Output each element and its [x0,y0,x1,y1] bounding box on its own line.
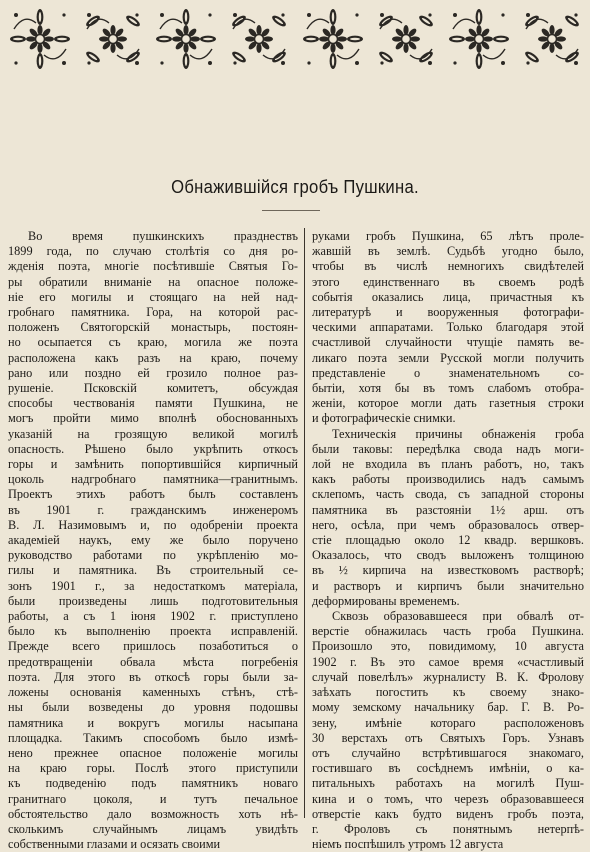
text-line: Сквозь образовавшееся при обвалѣ от- [332,609,584,624]
floral-ornament-icon [83,9,143,69]
floral-ornament-icon [376,9,436,69]
text-line: него, осѣла, при чемъ образовалось отвер- [312,517,584,532]
text-line: могъ пройти мимо вполнѣ обоснованныхъ [8,411,298,426]
text-line: и растворъ и кирпичъ были значительно [312,578,584,593]
text-line: способы чествованія памяти Пушкина, не [8,396,298,411]
text-line: гилы и памятника. Въ строительный се- [8,563,298,578]
text-line: въ ½ кирпича на известковомъ растворѣ; [312,563,584,578]
text-line: были таковы: передѣлка свода надъ моги- [312,441,584,456]
text-line: Техническія причины обнаженія гроба [332,426,584,441]
text-line: нено прежнее опасное положеніе могилы [8,745,298,760]
text-line: въ 1901 г. гражданскимъ инженеромъ [8,502,298,517]
text-line: 1902 г. Въ это самое время «счастливый [312,654,584,669]
text-line: памятника и вокругъ могилы насыпана [8,715,298,730]
floral-ornament-icon [522,9,582,69]
text-line: собственными глазами и осязать своими [8,837,221,852]
text-line: кина и о томъ, что черезъ образовавшееся [312,791,584,806]
text-line: стіе площадью около 12 квадр. вершковъ. [312,533,584,548]
text-line: отверстіе какъ будто виденъ гробъ поэта, [312,806,584,821]
text-line: гранитнаго цоколя, и тутъ печальное [8,791,298,806]
text-line: расположена какъ разъ на краю, почему [8,350,298,365]
text-line: зонъ 1901 г., за недостаткомъ матеріала, [8,578,298,593]
text-line: этого единственнаго въ своемъ родѣ [312,274,584,289]
text-line: академіей наукъ, ему же было поручено [8,533,298,548]
text-line: бытіи, хотя бы въ томъ слабомъ отобра- [312,381,584,396]
text-line: ры обратили вниманіе на опасное положе- [8,274,298,289]
text-line: питальныхъ работахъ на могилѣ Пуш- [312,776,584,791]
text-line: руками гробъ Пушкина, 65 лѣтъ проле- [312,229,584,243]
text-line: случай повелѣлъ» журналисту В. К. Фролову [312,669,584,684]
text-line: горы и замѣнить попортившійся кирпичный [8,457,298,472]
text-line: ніемъ поспѣшилъ утромъ 12 августа [312,837,504,852]
text-line: ны были возведены до уровня подошвы [8,700,298,715]
left-text-column [8,229,298,852]
text-line: ложены основанія каменныхъ стѣнъ, стѣ- [8,685,298,700]
floral-ornament-icon [449,9,509,69]
text-line: гостившаго въ сосѣднемъ имѣніи, о ка- [312,761,584,776]
text-line: литературѣ и вооруженныя фотографи- [312,305,584,320]
text-line: цоколь надгробнаго памятника—гранитнымъ. [8,472,298,487]
text-line: руководство работами по укрѣпленію мо- [8,548,298,563]
text-line: верстіе обнажилась часть гроба Пушкина. [312,624,584,639]
text-line: 1899 года, по случаю столѣтія со дня ро- [8,244,298,259]
text-line: но осыпается съ краю, могила же поэта [8,335,298,350]
text-line: мому земскому начальнику бар. Г. В. Ро- [312,700,584,715]
article-title: Обнажившійся гробъ Пушкина. [171,176,419,197]
text-line: поэта. Для этого въ откосѣ горы были за- [8,669,298,684]
text-line: ніе его могилы и стоящаго на ней над- [8,289,298,304]
text-line: опасность. Рѣшено было укрѣпить откосъ [8,441,298,456]
text-line: г. Фроловъ съ понятнымъ нетерпѣ- [312,821,584,836]
text-line: Оказалось, что сводъ выложенъ толщиною [312,548,584,563]
text-line: положенъ Святогорскій монастырь, постоян- [8,320,298,335]
text-line: чтобы въ числѣ немногихъ свидѣтелей [312,259,584,274]
floral-ornament-icon [229,9,289,69]
ornamental-header-band [10,8,582,70]
text-line: В. Л. Назимовымъ и, по одобреніи проекта [8,517,298,532]
text-line: отъ случайно встрѣтившагося знакомаго, [312,745,584,760]
text-line: деформированы временемъ. [312,593,460,608]
text-line: предотвращеніи обвала мѣста погребенія [8,654,298,669]
title-divider [262,210,320,211]
floral-ornament-icon [156,9,216,69]
text-line: ческими аппаратами. Только благодаря этой [312,320,584,335]
text-line: лой не входила въ планъ работъ, но, такъ [312,457,584,472]
text-line: склепомъ, часть свода, съ западной стороны [312,487,584,502]
text-line: представленіе о знаменательномъ со- [312,365,584,380]
column-divider [304,228,305,818]
text-line: площадка. Такимъ способомъ было измѣ- [8,730,298,745]
text-line: рано или поздно ей грозило полное раз- [8,365,298,380]
text-line: 30 верстахъ отъ Святыхъ Горъ. Узнавъ [312,730,584,745]
text-line: Проектъ этихъ работъ былъ составленъ [8,487,298,502]
text-line: гробнаго памятника. Гора, на которой рас- [8,305,298,320]
floral-ornament-icon [303,9,363,69]
text-line: женіи, которое могли дать газетныя строки [312,396,584,411]
text-line: къ подведенію подъ памятникъ новаго [8,776,298,791]
text-line: памятника въ разстояніи 1½ арш. отъ [312,502,584,517]
text-line: работы, а съ 1 іюня 1902 г. приступлено [8,609,298,624]
text-line: обстоятельство дало возможность хоть нѣ- [8,806,298,821]
text-line: заѣхать погостить къ своему знако- [312,685,584,700]
text-line: на краю горы. Послѣ этого приступили [8,761,298,776]
text-line: были произведены лишь подготовительныя [8,593,298,608]
text-line: Прежде всего пришлось позаботиться о [8,639,298,654]
text-line: рушеніе. Псковскій комитетъ, обсуждая [8,381,298,396]
text-line: зену, имѣніе котораго расположеновъ [312,715,584,730]
floral-ornament-icon [10,9,70,69]
text-line: какъ работы производились надъ самымъ [312,472,584,487]
right-text-column [312,229,584,852]
text-line: Произошло это, повидимому, 10 августа [312,639,584,654]
text-line: Во время пушкинскихъ празднествъ [28,229,298,243]
text-line: жденія поэта, многіе посѣтившіе Святыя Го- [8,259,298,274]
text-line: сколькимъ случайнымъ лицамъ увидѣть [8,821,298,836]
text-line: указаній на грозящую великой могилѣ [8,426,298,441]
text-line: событія оказались лица, причастныя къ [312,289,584,304]
text-line: и фотографическіе снимки. [312,411,456,426]
text-line: жавшій въ землѣ. Судьбѣ угодно было, [312,244,584,259]
text-line: счастливой случайности чтущіе память ве- [312,335,584,350]
text-line: ликаго поэта земли Русской могли получить [312,350,584,365]
text-line: было къ выполненію проекта исправленій. [8,624,298,639]
